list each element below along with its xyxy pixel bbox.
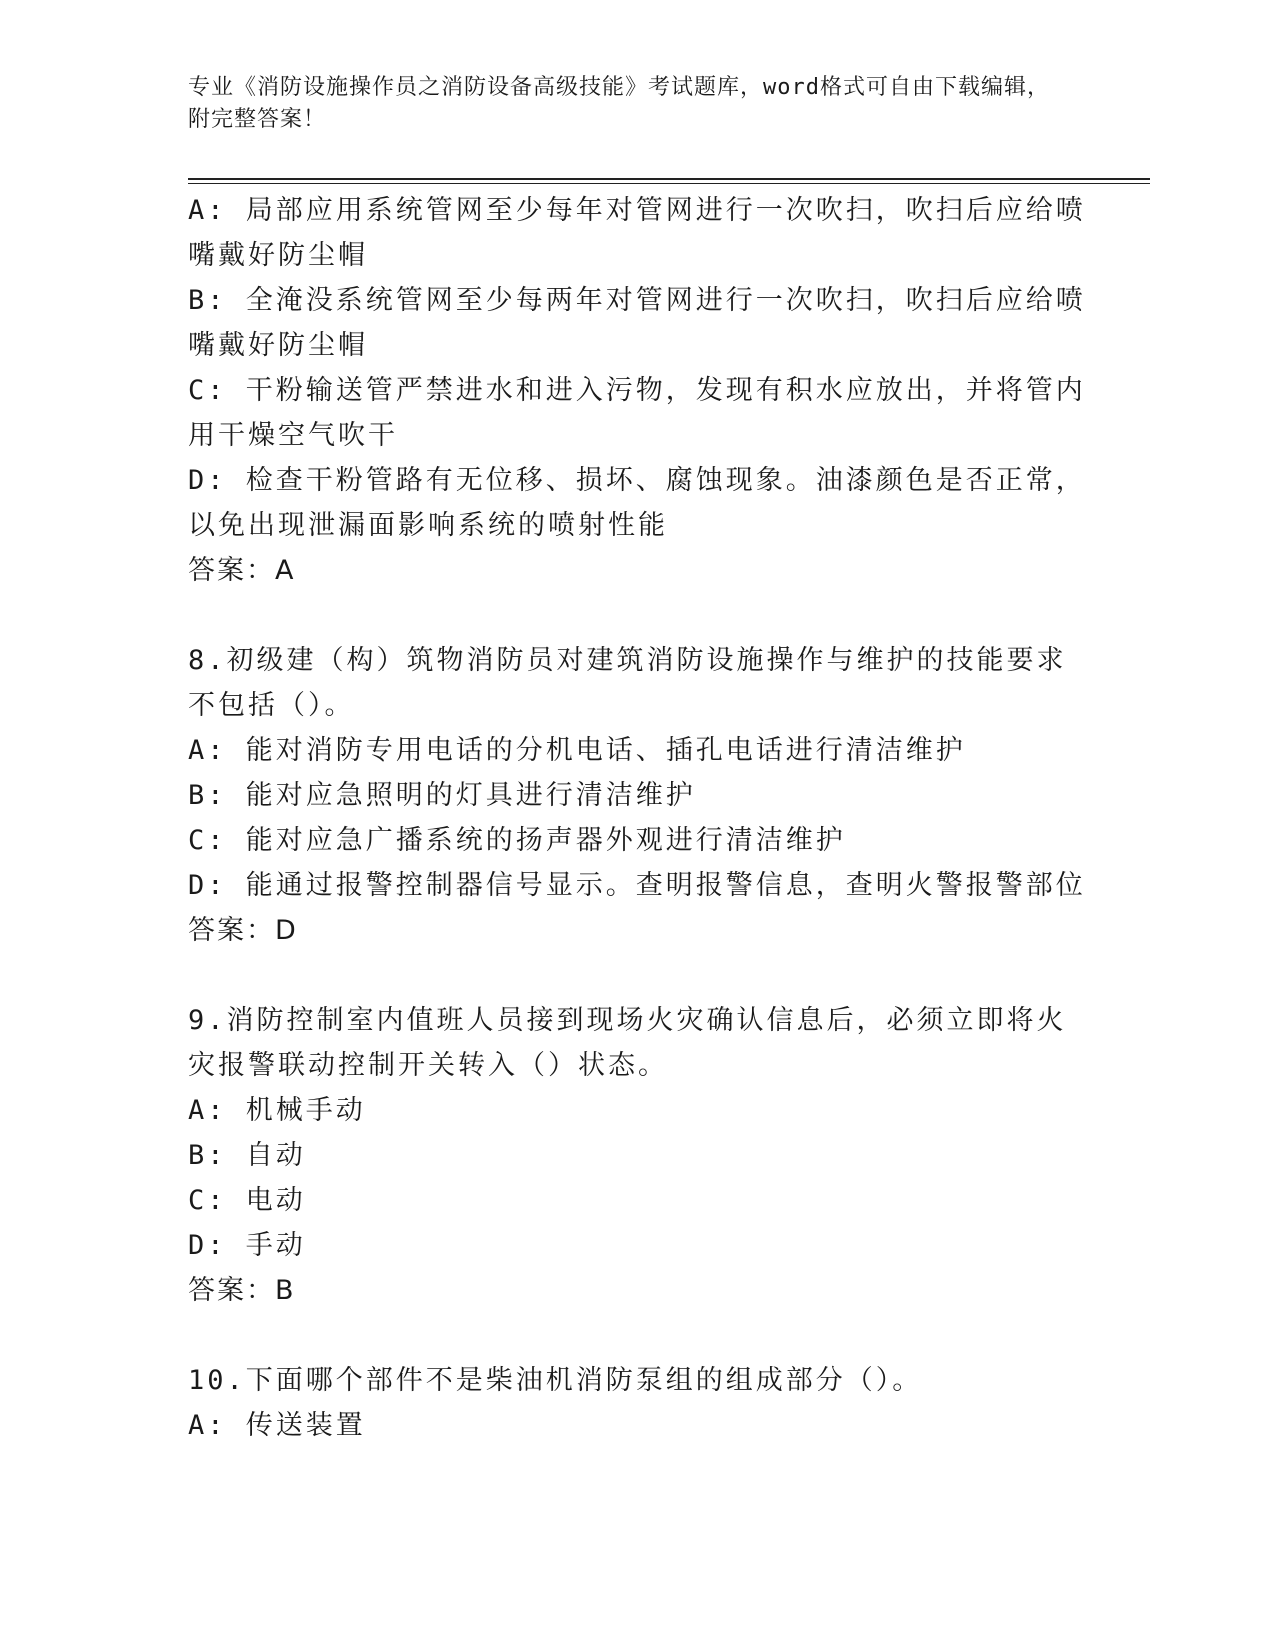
option-d: D: 手动: [188, 1230, 306, 1261]
question-block-10: [188, 1358, 1088, 1448]
question-block-9: [188, 998, 1088, 1313]
answer: 答案：D: [188, 915, 298, 946]
header-text: 专业《消防设施操作员之消防设备高级技能》考试题库，word格式可自由下载编辑，附完整答案！: [188, 75, 1050, 132]
option-d: D: 能通过报警控制器信号显示。查明报警信息，查明火警报警部位: [188, 870, 1086, 901]
option-b: B: 能对应急照明的灯具进行清洁维护: [188, 780, 696, 811]
header-divider-thin: [188, 183, 1150, 184]
answer: 答案：A: [188, 555, 296, 586]
option-c: C: 能对应急广播系统的扬声器外观进行清洁维护: [188, 825, 846, 856]
option-a: A: 机械手动: [188, 1095, 366, 1126]
question-text: 9.消防控制室内值班人员接到现场火灾确认信息后，必须立即将火灾报警联动控制开关转入（）状态。: [188, 1005, 1067, 1081]
option-c: C: 干粉输送管严禁进水和进入污物，发现有积水应放出，并将管内用干燥空气吹干: [188, 375, 1086, 451]
header-divider-thick: [188, 178, 1150, 180]
option-b: B: 全淹没系统管网至少每两年对管网进行一次吹扫，吹扫后应给喷嘴戴好防尘帽: [188, 285, 1086, 361]
option-a: A: 传送装置: [188, 1410, 366, 1441]
answer: 答案：B: [188, 1275, 296, 1306]
option-a: A: 局部应用系统管网至少每年对管网进行一次吹扫，吹扫后应给喷嘴戴好防尘帽: [188, 195, 1086, 271]
question-block-8: [188, 638, 1088, 953]
option-c: C: 电动: [188, 1185, 306, 1216]
option-d: D: 检查干粉管路有无位移、损坏、腐蚀现象。油漆颜色是否正常，以免出现泄漏面影响系统的喷射性能: [188, 465, 1086, 541]
question-list: [188, 188, 1088, 1448]
question-block-7: [188, 188, 1088, 593]
option-b: B: 自动: [188, 1140, 306, 1171]
option-a: A: 能对消防专用电话的分机电话、插孔电话进行清洁维护: [188, 735, 966, 766]
document-header: [188, 72, 1068, 136]
question-text: 8.初级建（构）筑物消防员对建筑消防设施操作与维护的技能要求不包括（）。: [188, 645, 1067, 721]
question-text: 10.下面哪个部件不是柴油机消防泵组的组成部分（）。: [188, 1365, 923, 1396]
